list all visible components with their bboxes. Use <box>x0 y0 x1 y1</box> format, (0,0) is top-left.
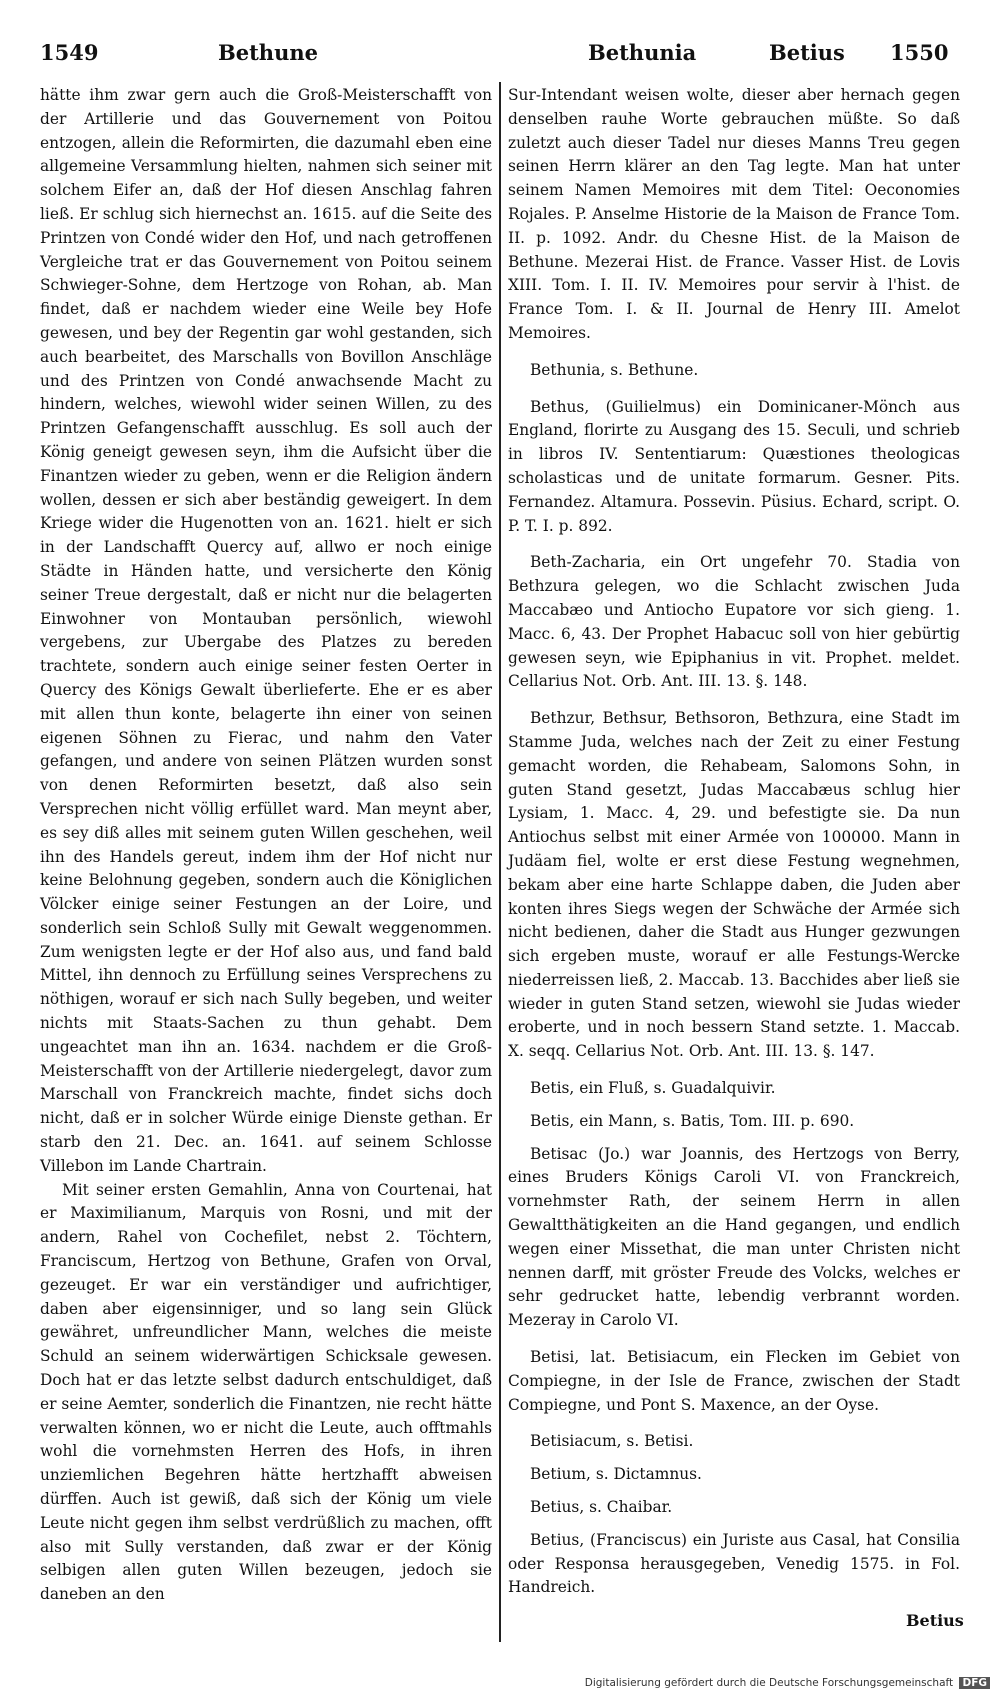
entry-betium: Betium, s. Dictamnus. <box>530 1465 702 1484</box>
right-running-title-secondary: Betius <box>769 40 845 65</box>
left-page-number: 1549 <box>40 40 99 65</box>
column-divider <box>499 82 501 1642</box>
entry-betis-river: Betis, ein Fluß, s. Guadalquivir. <box>530 1079 776 1098</box>
credit-text: Digitalisierung gefördert durch die Deutsche Forschungsgemeinschaft <box>584 1677 954 1689</box>
right-column <box>508 84 960 1613</box>
catchword: Betius <box>906 1611 964 1630</box>
dfg-logo: DFG <box>959 1677 990 1689</box>
right-running-title: Bethunia <box>588 40 697 65</box>
entry-betisi: Betisi, lat. Betisiacum, ein Flecken im Gebiet von Compiegne, in der Isle de France, zwischen der Stadt Compiegne, und Pont S. Maxence, an der Oyse. <box>508 1348 960 1414</box>
entry-betius-franciscus: Betius, (Franciscus) ein Juriste aus Casal, hat Consilia oder Responsa herausgegeben, Venedig 1575. in Fol. Handreich. <box>508 1530 960 1597</box>
left-column <box>40 84 492 1607</box>
entry-bethzur: Bethzur, Bethsur, Bethsoron, Bethzura, eine Stadt im Stamme Juda, welches nach der Zeit zu einer Festung gemacht worden, die Rehabeam, Salomons Sohn, in guten Stand gesetzt, Judas Maccabæus schlug hier Lysiam, 1. Macc. 4, 29. und befestigte sie. Da nun Antiochus selbst mit einer Armée von 100000. Mann in Judäam fiel, wolte er erst diese Festung wegnehmen, bekam aber eine harte Schlappe daben, die Juden aber konten ihres Siegs wegen der Schwäche der Armée sich nicht bedienen, daher die Stadt aus Hunger gezwungen sich ergeben muste, worauf er alle Festungs-Wercke niederreissen ließ, 2. Maccab. 13. Bacchides aber ließ sie wieder in guten Stand setzen, wiewohl sie Judas wieder eroberte, und in noch bessern Stand setzte. 1. Maccab. X. seqq. Cellarius Not. Orb. Ant. III. 13. §. 147. <box>508 709 960 1061</box>
entry-beth-zacharia: Beth-Zacharia, ein Ort ungefehr 70. Stadia von Bethzura gelegen, wo die Schlacht zwischen Juda Maccabæo und Antiocho Eupatore vor sich gieng. 1. Macc. 6, 43. Der Prophet Habacuc soll von hier gebürtig gewesen seyn, wie Epiphanius in vit. Prophet. meldet. Cellarius Not. Orb. Ant. III. 13. §. 148. <box>508 553 960 691</box>
entry-betisiacum: Betisiacum, s. Betisi. <box>530 1432 694 1451</box>
entry-betis-man: Betis, ein Mann, s. Batis, Tom. III. p. 690. <box>530 1111 855 1130</box>
article-continuation: Sur-Intendant weisen wolte, dieser aber hernach gegen denselben rauhe Worte gebrauchen müßte. So daß zuletzt auch dieser Tadel nur dieses Manns Treu gegen seinen Herrn klärer an den Tag legte. Man hat unter seinem Namen Memoires mit dem Titel: Oeconomies Rojales. P. Anselme Historie de la Maison de France Tom. II. p. 1092. Andr. du Chesne Hist. de la Maison de Bethune. Mezerai Hist. de France. Vasser Hist. de Lovis XIII. Tom. I. II. IV. Memoires pour servir à l'hist. de France Tom. I. & II. Journal de Henry III. Amelot Memoires. <box>508 86 960 342</box>
article-text: hätte ihm zwar gern auch die Groß-Meisterschafft von der Artillerie und das Gouvernement von Poitou entzogen, allein die Reformirten, die dazumahl eben eine allgemeine Versammlung hielten, nahmen sich seiner mit solchem Eifer an, daß der Hof diesen Anschlag fahren ließ. Er schlug sich hiernechst an. 1615. auf die Seite des Printzen von Condé wider den Hof, und nach getroffenen Vergleiche trat er das Gouvernement von Poitou seinem Schwieger-Sohne, dem Hertzoge von Rohan, ab. Man findet, daß er nachdem wieder eine Weile bey Hofe gewesen, und bey der Regentin gar wohl gestanden, sich auch bearbeitet, des Marschalls von Bovillon Anschläge und des Printzen von Condé anwachsende Macht zu hindern, welches, wiewohl wider seinen Willen, zu des Printzen Gefangenschafft ausschlug. Es soll auch der König geneigt gewesen seyn, ihm die Aufsicht über die Finantzen wieder zu geben, wenn er die Religion ändern wollen, dessen er sich aber beständig geweigert. In dem Kriege wider die Hugenotten von an. 1621. hielt er sich in der Landschafft Quercy auf, allwo er noch einige Städte in Händen hatte, und versicherte den König seiner Treue dergestalt, daß er nicht nur die belagerten Einwohner von Montauban persönlich, wiewohl vergebens, zur Ubergabe des Platzes zu bereden trachtete, sondern auch einige seiner festen Oerter in Quercy des Königs Gewalt überlieferte. Ehe er es aber mit allen thun konte, belagerte ihn einer von seinen eigenen Söhnen zu Fierac, und nahm den Vater gefangen, und andere von seinen Plätzen wurden sonst von denen Reformirten besetzt, daß also sein Versprechen nicht völlig erfüllet ward. Man meynt aber, es sey diß alles mit seinem guten Willen geschehen, weil ihn des Handels gereut, indem ihm der Hof nicht nur keine Belohnung gegeben, sondern auch die Königlichen Völcker einige seiner Festungen an der Loire, und sonderlich sein Schloß Sully mit Gewalt weggenommen. Zum wenigsten legte er der Hof also aus, und fand bald Mittel, ihn dennoch zu Erfüllung seines Versprechens zu nöthigen, worauf er sich nach Sully begeben, und weiter nichts mit Staats-Sachen zu thun gehabt. Dem ungeachtet man ihn an. 1634. nachdem er die Groß-Meisterschafft von der Artillerie niedergelegt, davor zum Marschall von Franckreich machte, findet sichs doch nicht, daß er in solcher Würde einige Dienste gethan. Er starb den 21. Dec. an. 1641. auf seinem Schlosse Villebon im Lande Chartrain. <box>40 86 492 1175</box>
entry-bethus: Bethus, (Guilielmus) ein Dominicaner-Mönch aus England, florirte zu Ausgang des 15. Seculi, und schrieb in libros IV. Sententiarum: Quæstiones theologicas scholasticas und de unitate formarum. Gesner. Pits. Fernandez. Altamura. Possevin. Püsius. Echard, script. O. P. T. I. p. 892. <box>508 397 960 535</box>
entry-betius-chaibar: Betius, s. Chaibar. <box>530 1498 673 1517</box>
entry-bethunia: Bethunia, s. Bethune. <box>530 360 699 379</box>
left-running-title: Bethune <box>218 40 318 65</box>
entry-betisac: Betisac (Jo.) war Joannis, des Hertzogs von Berry, eines Bruders Königs Caroli VI. von Franckreich, vornehmster Rath, der seinem Herrn in allen Gewaltthätigkeiten an die Hand gegangen, und endlich wegen einer Missethat, die man unter Christen nicht nennen darff, mit gröster Freude des Volcks, welches er sehr gedrucket hatte, lebendig verbrannt worden. Mezeray in Carolo VI. <box>508 1144 960 1330</box>
article-text-paragraph-2: Mit seiner ersten Gemahlin, Anna von Courtenai, hat er Maximilianum, Marquis von Rosni, und mit der andern, Rahel von Cochefilet, nebst 2. Töchtern, Franciscum, Hertzog von Bethune, Grafen von Orval, gezeuget. Er war ein verständiger und aufrichtiger, daben aber eigensinniger, und so lang sein Glück gewähret, unfreundlicher Mann, welches die meiste Schuld an seinem widerwärtigen Schicksale gewesen. Doch hat er das letzte selbst dadurch entschuldiget, daß er seine Aemter, sonderlich die Finantzen, nie recht hätte verwalten können, wo er nicht die Leute, auch offtmahls wohl die vornehmsten Herren des Hofs, in ihren unziemlichen Begehren hätte hertzhafft abweisen dürffen. Auch ist gewiß, daß sich der König um viele Leute nicht gegen ihm selbst verdrüßlich zu machen, offt also mit Sully verstanden, daß zwar er der König selbigen allen guten Willen bezeugen, jedoch sie daneben an den <box>40 1180 492 1604</box>
right-page-number: 1550 <box>890 40 949 65</box>
digitization-credit <box>585 1677 990 1689</box>
